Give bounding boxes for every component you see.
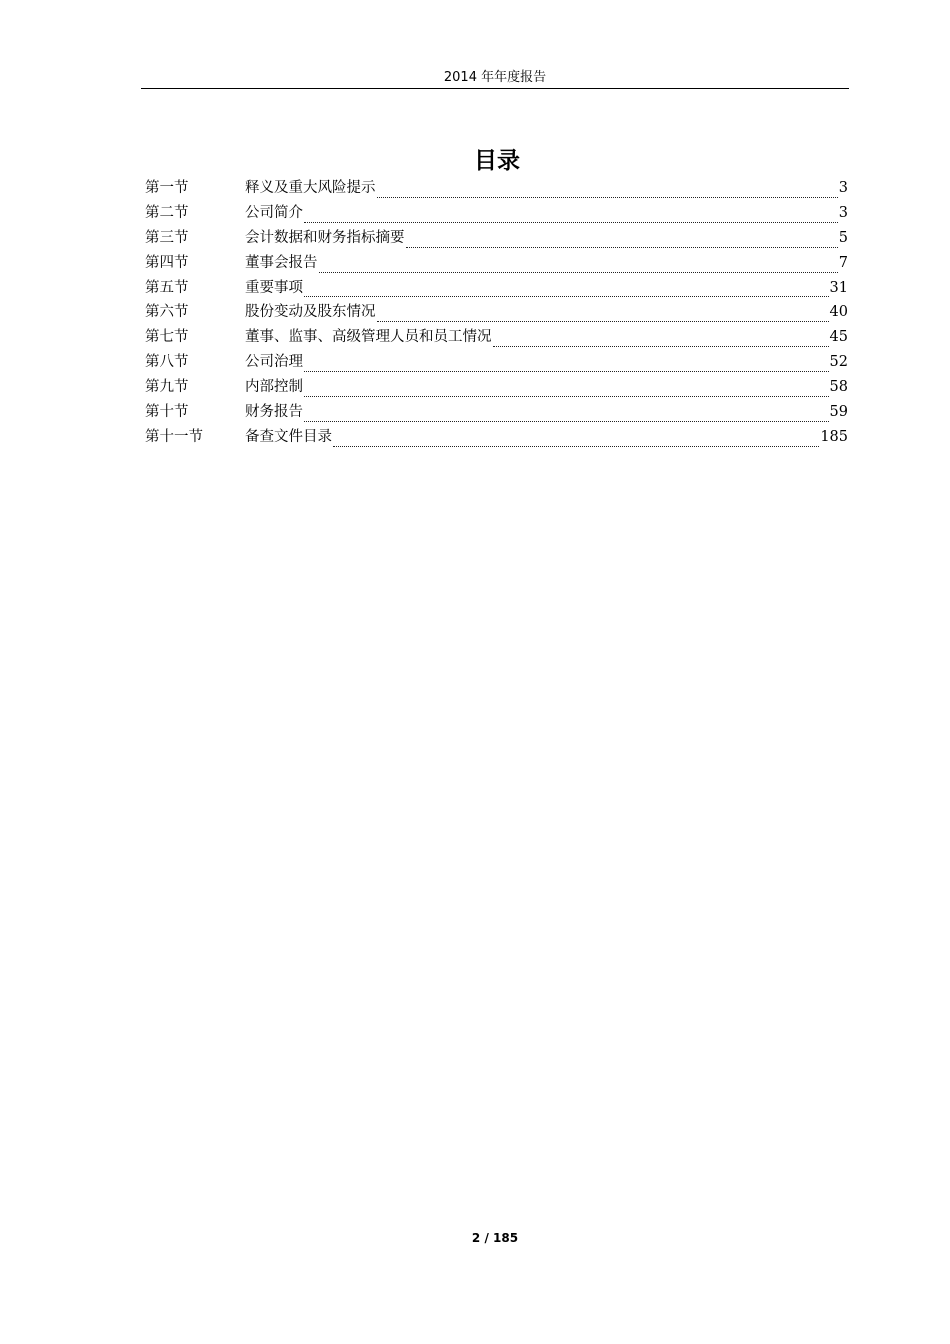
toc-entry[interactable] (145, 426, 848, 451)
toc-page-number: 31 (829, 279, 848, 296)
toc-entry[interactable] (145, 177, 848, 202)
toc-section-number: 第十节 (145, 404, 189, 421)
header-title: 2014 年年度报告 (443, 70, 547, 85)
toc-dot-leader (377, 320, 829, 322)
toc-dot-leader (304, 420, 829, 422)
toc-dot-leader (304, 295, 829, 297)
toc-page-number: 52 (829, 354, 848, 371)
toc-section-name: 释义及重大风险提示 (245, 180, 376, 196)
toc-section-name: 备查文件目录 (245, 428, 332, 445)
toc-entry[interactable] (145, 277, 848, 302)
toc-section-name: 会计数据和财务指标摘要 (245, 229, 405, 246)
toc-page-number: 59 (829, 404, 848, 421)
toc-entry[interactable] (145, 252, 848, 277)
toc-section-name: 公司简介 (245, 204, 303, 221)
toc-dot-leader (304, 221, 838, 223)
toc-section-number: 第五节 (145, 279, 189, 296)
toc-section-name: 内部控制 (245, 379, 303, 396)
toc-entry[interactable] (145, 326, 848, 351)
toc-section-number: 第七节 (145, 329, 189, 346)
toc-dot-leader (406, 246, 838, 248)
toc-entry[interactable] (145, 202, 848, 227)
toc-section-number: 第二节 (145, 204, 189, 221)
toc-section-number: 第九节 (145, 379, 189, 396)
toc-page-number: 3 (838, 180, 848, 196)
toc-section-number: 第八节 (145, 354, 189, 371)
toc-entry[interactable] (145, 227, 848, 252)
toc-page-number: 45 (829, 329, 848, 346)
toc-section-name: 公司治理 (245, 354, 303, 371)
toc-dot-leader (377, 196, 838, 198)
toc-section-name: 重要事项 (245, 279, 303, 296)
page-number: 2 / 185 (471, 1231, 519, 1245)
toc-entry[interactable] (145, 301, 848, 326)
toc-section-name: 股份变动及股东情况 (245, 304, 376, 321)
toc-dot-leader (304, 395, 829, 397)
toc-section-number: 第四节 (145, 254, 189, 271)
toc-section-number: 第六节 (145, 304, 189, 321)
toc-entry[interactable] (145, 351, 848, 376)
page-header (141, 66, 849, 89)
toc-page-number: 5 (838, 229, 848, 246)
toc-title: 目录 (474, 148, 520, 174)
toc-section-number: 第一节 (145, 180, 189, 196)
page-footer (0, 1228, 950, 1248)
table-of-contents (145, 177, 848, 451)
toc-page-number: 40 (829, 304, 848, 321)
toc-page-number: 3 (838, 204, 848, 221)
toc-section-name: 董事会报告 (245, 254, 318, 271)
toc-section-number: 第三节 (145, 229, 189, 246)
toc-page-number: 185 (820, 428, 848, 445)
toc-dot-leader (333, 445, 819, 447)
toc-dot-leader (493, 345, 829, 347)
toc-page-number: 58 (829, 379, 848, 396)
toc-dot-leader (319, 271, 838, 273)
toc-dot-leader (304, 370, 829, 372)
toc-section-name: 董事、监事、高级管理人员和员工情况 (245, 329, 492, 346)
toc-section-number: 第十一节 (145, 428, 203, 445)
toc-entry[interactable] (145, 376, 848, 401)
toc-section-name: 财务报告 (245, 404, 303, 421)
toc-entry[interactable] (145, 401, 848, 426)
toc-page-number: 7 (838, 254, 848, 271)
